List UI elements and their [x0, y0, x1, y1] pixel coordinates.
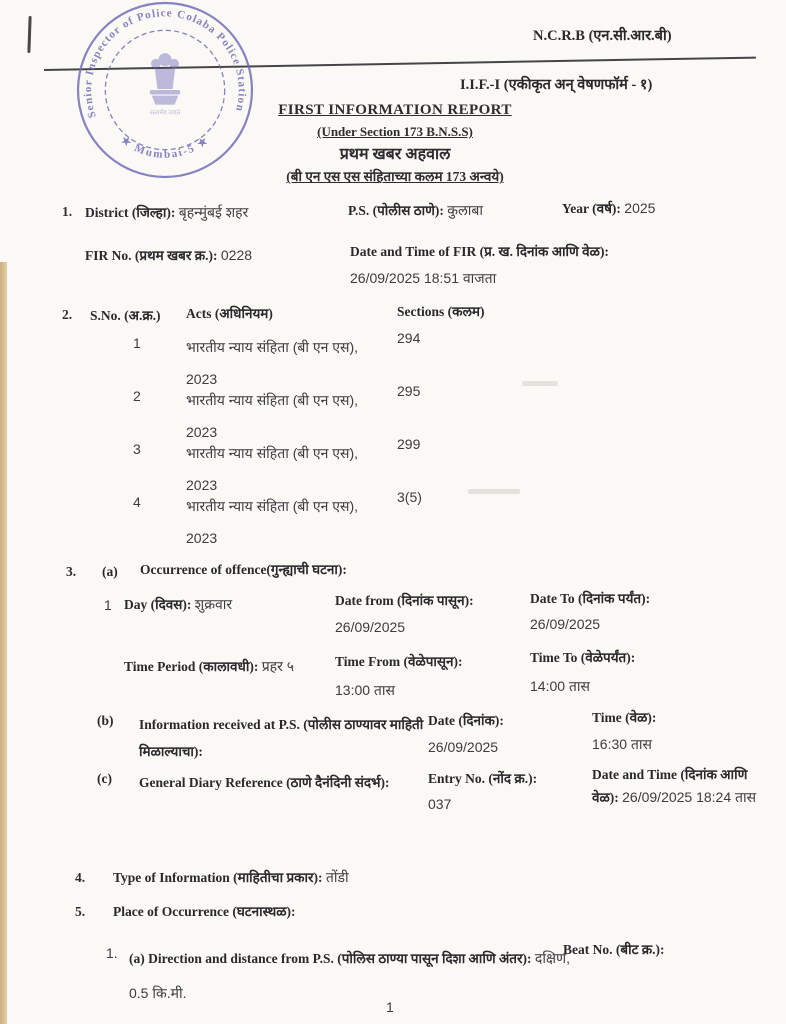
ashoka-emblem-icon	[150, 53, 181, 116]
time-to-value: 14:00 तास	[530, 678, 590, 694]
info-received-label: Information received at P.S. (पोलीस ठाण्यावर माहिती मिळाल्याचा):	[139, 717, 424, 759]
type-of-information-value: तोंडी	[325, 869, 349, 885]
beat-no-label: Beat No. (बीट क्र.):	[563, 942, 665, 957]
field-police-station	[348, 201, 483, 220]
place-of-occurrence-label: Place of Occurrence (घटनास्थळ):	[113, 904, 296, 919]
stamp-motto: सत्यमेव जयते	[149, 109, 181, 117]
occurrence-row-num: 1	[104, 597, 112, 613]
field-day	[124, 595, 232, 614]
col-header-sno: S.No. (अ.क्र.)	[90, 308, 161, 323]
stamp-bottom-text: ★ Mumbai-5 ★	[118, 133, 212, 161]
act-row-act: भारतीय न्याय संहिता (बी एन एस), 2023	[186, 445, 359, 493]
type-of-information-label: Type of Information (माहितीचा प्रकार):	[113, 870, 323, 885]
day-label: Day (दिवस):	[124, 597, 192, 612]
fir-datetime-label: Date and Time of FIR (प्र. ख. दिनांक आणि वेळ):	[350, 244, 609, 259]
entry-no-label: Entry No. (नोंद क्र.):	[428, 771, 538, 786]
date-to-value: 26/09/2025	[530, 616, 601, 632]
section3b-tag: (b)	[97, 713, 114, 728]
gd-ref-label: General Diary Reference (ठाणे दैनंदिनी संदर्भ):	[139, 775, 390, 790]
act-row-sno: 2	[133, 388, 141, 404]
section1-number: 1.	[62, 204, 73, 219]
ncrb-heading: N.C.R.B (एन.सी.आर.बी)	[533, 28, 672, 44]
info-date-value: 26/09/2025	[428, 739, 499, 755]
time-to-label: Time To (वेळेपर्यंत):	[530, 650, 636, 665]
act-row-sno: 4	[133, 494, 141, 510]
field-direction-distance	[129, 941, 571, 1011]
date-from-label: Date from (दिनांक पासून):	[335, 593, 474, 608]
year-value: 2025	[624, 200, 656, 216]
direction-distance-value: दक्षिण, 0.5 कि.मी.	[129, 950, 571, 1001]
act-row-section: 294	[397, 330, 421, 346]
entry-no-value: 037	[428, 796, 452, 812]
section3c-tag: (c)	[97, 771, 112, 786]
info-time-label: Time (वेळ):	[592, 710, 657, 725]
direction-distance-label: (a) Direction and distance from P.S. (पोलिस ठाण्या पासून दिशा आणि अंतर):	[129, 951, 532, 966]
col-header-sections: Sections (कलम)	[397, 304, 485, 319]
time-from-label: Time From (वेळेपासून):	[335, 654, 463, 669]
info-time-value: 16:30 तास	[592, 736, 652, 752]
act-row-section: 3(5)	[397, 489, 422, 505]
place-row-num: 1.	[106, 945, 118, 961]
act-row-sno: 1	[133, 335, 141, 351]
act-row-act: भारतीय न्याय संहिता (बी एन एस), 2023	[186, 392, 359, 440]
district-value: बृहन्मुंबई शहर	[178, 204, 249, 220]
ps-label: P.S. (पोलीस ठाणे):	[348, 203, 444, 218]
info-date-label: Date (दिनांक):	[428, 713, 504, 728]
scan-smudge	[468, 489, 520, 494]
day-value: शुक्रवार	[194, 596, 233, 612]
scan-smudge	[522, 381, 558, 386]
fir-no-label: FIR No. (प्रथम खबर क्र.):	[85, 248, 218, 263]
time-period-value: प्रहर ५	[261, 658, 294, 674]
pen-mark	[27, 16, 31, 53]
year-label: Year (वर्ष):	[562, 201, 621, 216]
act-row-act: भारतीय न्याय संहिता (बी एन एस), 2023	[186, 498, 359, 546]
iif-heading: I.I.F.-I (एकीकृत अन् वेषणफॉर्म - १)	[460, 77, 653, 93]
act-row-act: भारतीय न्याय संहिता (बी एन एस), 2023	[186, 339, 359, 387]
act-row-section: 295	[397, 383, 421, 399]
col-header-acts: Acts (अधिनियम)	[186, 306, 273, 321]
field-year	[562, 199, 655, 218]
gd-datetime-value: 26/09/2025 18:24 तास	[622, 789, 757, 805]
report-title-marathi: प्रथम खबर अहवाल	[339, 145, 451, 163]
report-subtitle: (Under Section 173 B.N.S.S)	[317, 124, 473, 140]
time-period-label: Time Period (कालावधी):	[124, 659, 259, 674]
section3a-tag: (a)	[102, 564, 118, 579]
report-title: FIRST INFORMATION REPORT	[278, 102, 512, 118]
time-from-value: 13:00 तास	[335, 682, 395, 698]
ps-value: कुलाबा	[447, 202, 483, 218]
field-fir-no	[85, 246, 252, 265]
stamp-ring-text: Senior Inspector of Police Colaba Police Station	[82, 7, 248, 120]
date-to-label: Date To (दिनांक पर्यंत):	[530, 591, 651, 606]
police-station-stamp	[72, 1, 258, 179]
district-label: District (जिल्हा):	[85, 205, 176, 220]
act-row-section: 299	[397, 436, 421, 452]
scan-edge-strip	[0, 262, 7, 1024]
section5-number: 5.	[75, 904, 86, 919]
fir-datetime-value: 26/09/2025 18:51 वाजता	[350, 270, 497, 286]
field-district	[85, 203, 248, 222]
section2-number: 2.	[62, 307, 73, 322]
gd-datetime-label: Date and Time (दिनांक आणि वेळ):	[592, 767, 748, 805]
field-time-period	[124, 652, 339, 681]
report-subtitle-marathi: (बी एन एस एस संहिताच्या कलम 173 अन्वये)	[286, 169, 504, 185]
field-type-of-information	[113, 868, 349, 887]
date-from-value: 26/09/2025	[335, 619, 406, 635]
act-row-sno: 3	[133, 441, 141, 457]
section3-number: 3.	[66, 564, 77, 579]
field-gd-datetime	[592, 763, 762, 809]
title-block	[245, 100, 545, 190]
section4-number: 4.	[75, 870, 86, 885]
fir-no-value: 0228	[220, 247, 253, 263]
page-number: 1	[386, 999, 394, 1015]
occurrence-label: Occurrence of offence(गुन्ह्याची घटना):	[140, 562, 347, 577]
